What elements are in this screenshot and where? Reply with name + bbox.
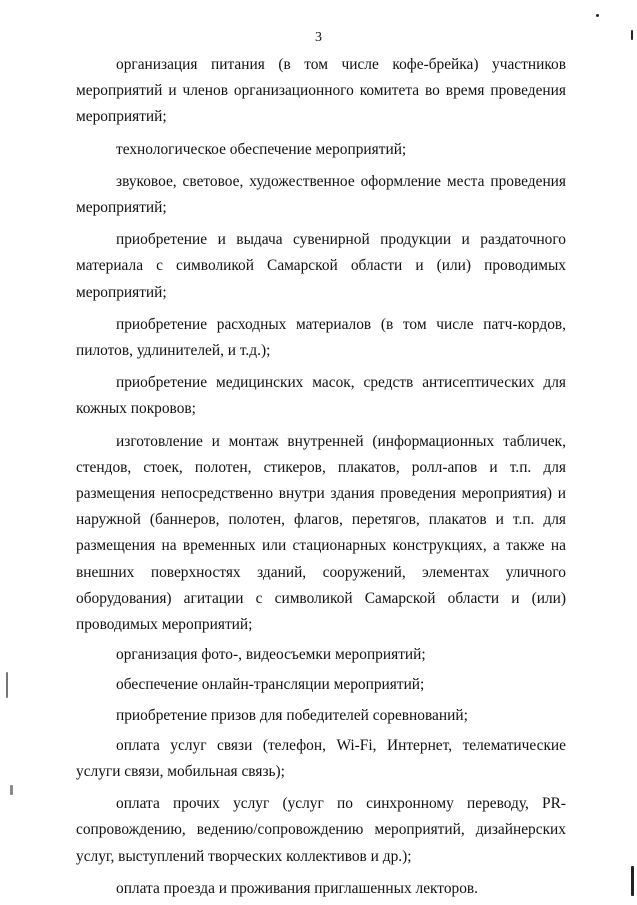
paragraph-other-services: оплата прочих услуг (услуг по синхронному переводу, PR-сопровождению, ведению/сопровождению мероприятий, дизайнерских услуг, выступлений творческих коллективов и др.); — [76, 795, 566, 865]
page-number: 3 — [315, 30, 322, 45]
paragraph-souvenirs: приобретение и выдача сувенирной продукции и раздаточного материала с символикой Самарской области и (или) проводимых мероприятий; — [76, 231, 566, 301]
paragraph-prizes: приобретение призов для победителей соревнований; — [116, 706, 468, 724]
scan-speck — [6, 672, 8, 698]
paragraph-medical-masks: приобретение медицинских масок, средств антисептических для кожных покровов; — [76, 374, 566, 418]
paragraph-catering: организация питания (в том числе кофе-брейка) участников мероприятий и членов организационного комитета во время проведения мероприятий; — [76, 56, 566, 126]
paragraph-lecturers-travel: оплата проезда и проживания приглашенных лекторов. — [116, 879, 479, 897]
paragraph-signage-installation: изготовление и монтаж внутренней (информационных табличек, стендов, стоек, полотен, стикеров, плакатов, ролл-апов и т.п. для размещения непосредственно внутри здания проведения мероприятия) и наружной (баннеров, полотен, флагов, перетягов, плакатов и т.п. для размещения на временных или стационарных конструкциях, а также на внешних поверхностях зданий, сооружений, элементах уличного оборудования) агитации с символикой Самарской области и (или) проводимых мероприятий; — [76, 432, 566, 634]
scan-speck — [631, 30, 633, 40]
paragraph-consumables: приобретение расходных материалов (в том числе патч-кордов, пилотов, удлинителей, и т.д.); — [76, 315, 566, 360]
document-body — [76, 52, 566, 902]
scan-speck — [10, 785, 13, 795]
paragraph-communication-services: оплата услуг связи (телефон, Wi-Fi, Интернет, телематические услуги связи, мобильная связь); — [76, 736, 566, 781]
paragraph-technical-support: технологическое обеспечение мероприятий; — [116, 140, 407, 158]
paragraph-photo-video: организация фото-, видеосъемки мероприятий; — [116, 646, 426, 664]
scan-speck — [631, 866, 634, 896]
paragraph-online-streaming: обеспечение онлайн-трансляции мероприятий; — [116, 676, 425, 694]
scan-speck — [596, 14, 599, 17]
paragraph-sound-light-decoration: звуковое, световое, художественное оформление места проведения мероприятий; — [76, 172, 566, 217]
